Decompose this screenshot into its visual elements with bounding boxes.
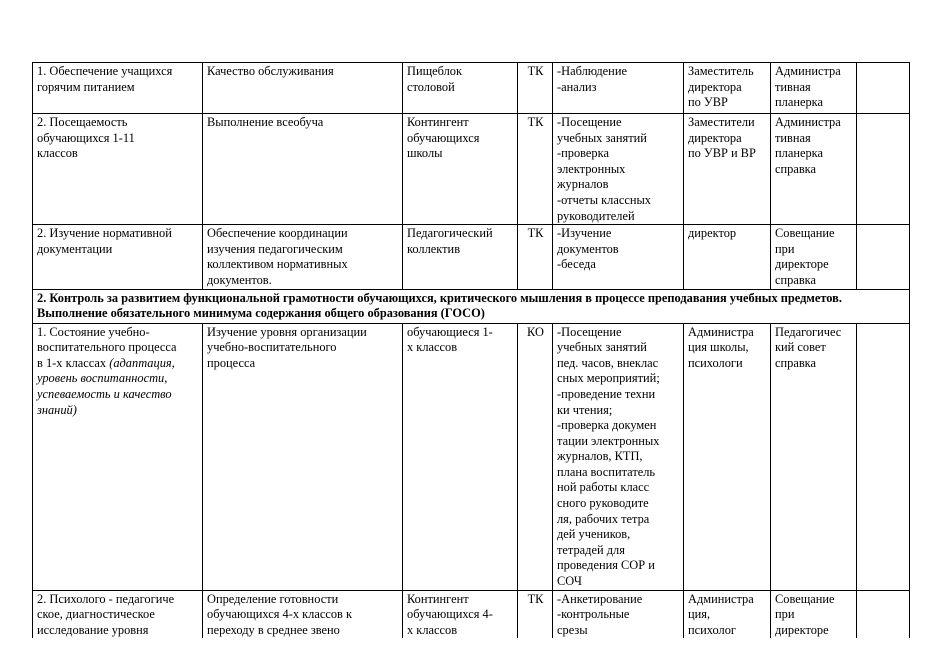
object-cell: Педагогический коллектив bbox=[403, 225, 518, 289]
control-plan-table bbox=[32, 62, 910, 638]
goal-cell: Качество обслуживания bbox=[203, 63, 403, 114]
control-type-cell: ТК bbox=[518, 590, 553, 638]
topic-cell: 2. Посещаемость обучающихся 1-11 классов bbox=[33, 114, 203, 225]
result-cell: Совещание при директоре bbox=[771, 590, 857, 638]
table-row bbox=[33, 63, 910, 114]
table-row bbox=[33, 225, 910, 289]
methods-cell: -Посещение учебных занятий пед. часов, внеклас сных мероприятий; -проведение техни ки чтения; -проверка докумен тации электронных журналов, КТП, плана воспитатель ной работы класс сного руководите ля, рабочих тетра дей учеников, тетрадей для проведения СОР и СОЧ bbox=[553, 323, 684, 590]
empty-cell bbox=[857, 323, 910, 590]
object-cell: Контингент обучающихся школы bbox=[403, 114, 518, 225]
topic-cell bbox=[33, 323, 203, 590]
table-row bbox=[33, 323, 910, 590]
section-title: 2. Контроль за развитием функциональной грамотности обучающихся, критического мышления в процессе преподавания учебных предметов. Выполнение обязательного минимума содержания общего образования (ГОСО) bbox=[33, 289, 910, 323]
responsible-cell: Заместитель директора по УВР bbox=[684, 63, 771, 114]
goal-cell: Выполнение всеобуча bbox=[203, 114, 403, 225]
control-type-cell: ТК bbox=[518, 114, 553, 225]
responsible-cell: Администра ция школы, психологи bbox=[684, 323, 771, 590]
topic-text: 1. Состояние учебно- воспитательного процесса в 1-х классах bbox=[37, 324, 177, 370]
object-cell: Пищеблок столовой bbox=[403, 63, 518, 114]
object-cell: обучающиеся 1- х классов bbox=[403, 323, 518, 590]
goal-cell: Обеспечение координации изучения педагогическим коллективом нормативных документов. bbox=[203, 225, 403, 289]
empty-cell bbox=[857, 114, 910, 225]
table-row bbox=[33, 590, 910, 638]
topic-cell: 2. Психолого - педагогиче ское, диагностическое исследование уровня bbox=[33, 590, 203, 638]
control-type-cell: ТК bbox=[518, 63, 553, 114]
methods-cell: -Изучение документов -беседа bbox=[553, 225, 684, 289]
responsible-cell: Заместители директора по УВР и ВР bbox=[684, 114, 771, 225]
result-cell: Педагогичес кий совет справка bbox=[771, 323, 857, 590]
object-cell: Контингент обучающихся 4- х классов bbox=[403, 590, 518, 638]
table-row bbox=[33, 114, 910, 225]
section-header-row bbox=[33, 289, 910, 323]
empty-cell bbox=[857, 63, 910, 114]
control-type-cell: КО bbox=[518, 323, 553, 590]
control-type-cell: ТК bbox=[518, 225, 553, 289]
result-cell: Администра тивная планерка справка bbox=[771, 114, 857, 225]
methods-cell: -Анкетирование -контрольные срезы bbox=[553, 590, 684, 638]
goal-cell: Изучение уровня организации учебно-воспитательного процесса bbox=[203, 323, 403, 590]
result-cell: Совещание при директоре справка bbox=[771, 225, 857, 289]
topic-cell: 1. Обеспечение учащихся горячим питанием bbox=[33, 63, 203, 114]
empty-cell bbox=[857, 225, 910, 289]
empty-cell bbox=[857, 590, 910, 638]
result-cell: Администра тивная планерка bbox=[771, 63, 857, 114]
topic-cell: 2. Изучение нормативной документации bbox=[33, 225, 203, 289]
methods-cell: -Посещение учебных занятий -проверка электронных журналов -отчеты классных руководителей bbox=[553, 114, 684, 225]
goal-cell: Определение готовности обучающихся 4-х классов к переходу в среднее звено bbox=[203, 590, 403, 638]
responsible-cell: Администра ция, психолог bbox=[684, 590, 771, 638]
responsible-cell: директор bbox=[684, 225, 771, 289]
methods-cell: -Наблюдение -анализ bbox=[553, 63, 684, 114]
topic-italic-note: (адаптация, уровень воспитанности, успеваемость и качество знаний) bbox=[37, 355, 175, 417]
